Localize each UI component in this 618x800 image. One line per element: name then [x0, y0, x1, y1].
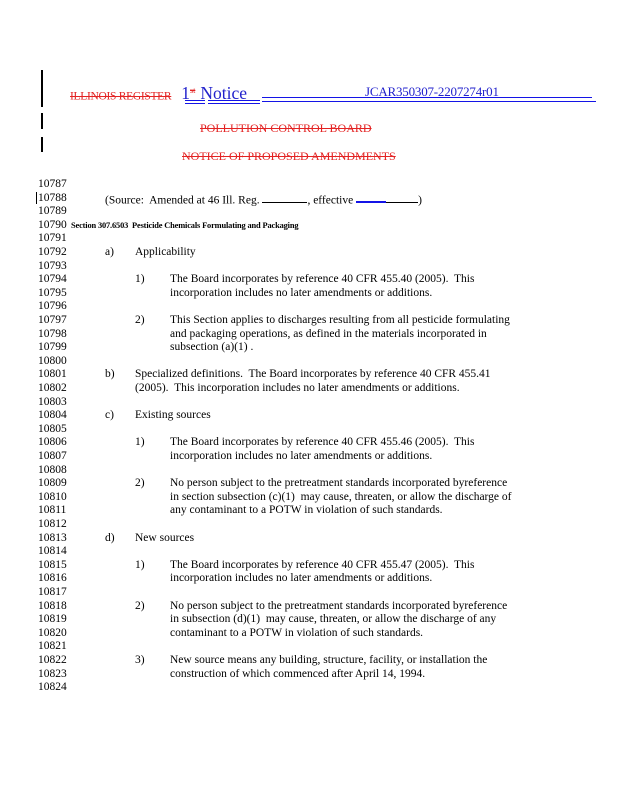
- section-heading: Section 307.6503 Pesticide Chemicals Formulating and Packaging: [71, 220, 299, 230]
- line-row: [0, 396, 618, 410]
- subsection-label: c): [105, 409, 114, 422]
- item-label: 2): [135, 314, 145, 326]
- line-text: Applicability: [135, 246, 196, 258]
- line-row: [0, 355, 618, 369]
- header-rule: [262, 97, 592, 98]
- line-number: 10798: [38, 327, 67, 340]
- line-text: The Board incorporates by reference 40 CFR 455.47 (2005). This: [170, 558, 475, 571]
- line-text: incorporation includes no later amendments or additions.: [170, 286, 433, 299]
- line-number: 10817: [38, 586, 67, 598]
- line-row: [0, 627, 618, 641]
- insertion-underline: [185, 100, 205, 104]
- line-row: [0, 300, 618, 314]
- line-text: in section subsection (c)(1) may cause, threaten, or allow the discharge of: [170, 490, 512, 503]
- item-label: 2): [135, 477, 145, 490]
- line-number: 10821: [38, 640, 67, 653]
- line-row: [0, 532, 618, 546]
- line-row: [0, 613, 618, 627]
- line-number: 10799: [38, 341, 67, 354]
- line-row: [0, 504, 618, 518]
- line-number: 10818: [38, 599, 67, 612]
- item-label: 1): [135, 436, 145, 449]
- item-label: 3): [135, 654, 145, 666]
- line-number: 10797: [38, 314, 67, 326]
- line-text: This Section applies to discharges resulting from all pesticide formulating: [170, 314, 510, 326]
- jcar-code: JCAR350307-2207274r01: [365, 84, 499, 99]
- line-row: [0, 178, 618, 192]
- line-number: 10790: [38, 218, 67, 231]
- notice-ordinal: st: [190, 86, 196, 95]
- blank-line-black: [262, 193, 307, 204]
- line-row: [0, 491, 618, 505]
- line-row: [0, 219, 618, 233]
- document-body: [0, 178, 618, 798]
- line-text: and packaging operations, as defined in the materials incorporated in: [170, 327, 487, 340]
- item-label: 2): [135, 599, 145, 612]
- line-text: New sources: [135, 531, 195, 544]
- line-row: [0, 314, 618, 328]
- insertion-underline: [208, 100, 260, 104]
- line-row: [0, 559, 618, 573]
- line-text: subsection (a)(1) .: [170, 341, 254, 354]
- line-number: 10808: [38, 463, 67, 476]
- line-text: contaminant to a POTW in violation of such standards.: [170, 626, 424, 639]
- line-number: 10791: [38, 232, 67, 245]
- line-row: [0, 572, 618, 586]
- line-row: [0, 640, 618, 654]
- line-number: 10822: [38, 654, 67, 666]
- line-row: [0, 232, 618, 246]
- register-title: ILLINOIS REGISTER: [70, 90, 172, 103]
- notice-word: Notice: [200, 83, 248, 104]
- line-number: 10806: [38, 436, 67, 449]
- line-row: [0, 328, 618, 342]
- line-number: 10792: [38, 246, 67, 258]
- line-row: [0, 260, 618, 274]
- subsection-label: a): [105, 246, 114, 258]
- line-number: 10815: [38, 558, 67, 571]
- line-row: [0, 681, 618, 695]
- line-text: The Board incorporates by reference 40 CFR 455.40 (2005). This: [170, 273, 475, 286]
- line-text: Existing sources: [135, 409, 211, 422]
- line-text: incorporation includes no later amendments or additions.: [170, 572, 433, 585]
- line-text: The Board incorporates by reference 40 CFR 455.46 (2005). This: [170, 436, 475, 449]
- change-bar: [41, 113, 43, 129]
- change-bar: [41, 137, 43, 152]
- line-text: construction of which commenced after April 14, 1994.: [170, 667, 426, 680]
- line-number: 10819: [38, 613, 67, 626]
- line-number: 10809: [38, 477, 67, 490]
- board-title: POLLUTION CONTROL BOARD: [200, 121, 372, 135]
- line-row: [0, 654, 618, 668]
- line-number: 10811: [38, 504, 67, 517]
- line-row: [0, 600, 618, 614]
- line-row: [0, 464, 618, 478]
- source-text: (Source: Amended at 46 Ill. Reg.: [105, 194, 263, 207]
- line-number: 10804: [38, 409, 67, 422]
- blank-line-blue: [356, 192, 386, 204]
- subsection-label: d): [105, 531, 115, 544]
- line-number: 10800: [38, 354, 67, 367]
- line-row: [0, 545, 618, 559]
- line-row: [0, 518, 618, 532]
- line-row: [0, 246, 618, 260]
- line-number: 10803: [38, 395, 67, 408]
- line-row: [0, 205, 618, 219]
- source-text: , effective: [307, 194, 357, 207]
- line-number: 10810: [38, 490, 67, 503]
- line-number: 10823: [38, 667, 67, 680]
- line-text: any contaminant to a POTW in violation of such standards.: [170, 504, 443, 517]
- line-row: [0, 192, 618, 206]
- line-number: 10793: [38, 259, 67, 272]
- line-number: 10812: [38, 518, 67, 530]
- line-number: 10796: [38, 300, 67, 313]
- notice-number: 1: [181, 83, 191, 104]
- line-row: [0, 668, 618, 682]
- line-row: [0, 341, 618, 355]
- line-number: 10801: [38, 368, 67, 381]
- line-number: 10813: [38, 531, 67, 544]
- line-text: in subsection (d)(1) may cause, threaten, or allow the discharge of any: [170, 613, 497, 626]
- line-number: 10787: [38, 178, 67, 190]
- blank-line-black: [386, 193, 418, 204]
- notice-title: NOTICE OF PROPOSED AMENDMENTS: [182, 149, 396, 163]
- line-row: [0, 450, 618, 464]
- line-number: 10794: [38, 273, 67, 286]
- line-row: [0, 477, 618, 491]
- source-text: ): [418, 194, 422, 207]
- line-number: 10807: [38, 450, 67, 462]
- line-text: incorporation includes no later amendments or additions.: [170, 450, 433, 462]
- line-text: (2005). This incorporation includes no later amendments or additions.: [135, 382, 460, 394]
- line-row: [0, 436, 618, 450]
- line-text: No person subject to the pretreatment standards incorporated byreference: [170, 477, 508, 490]
- line-number: 10824: [38, 681, 67, 694]
- line-text: No person subject to the pretreatment standards incorporated byreference: [170, 599, 508, 612]
- line-text: New source means any building, structure, facility, or installation the: [170, 654, 488, 666]
- line-number: 10788: [38, 191, 67, 204]
- line-text: Specialized definitions. The Board incorporates by reference 40 CFR 455.41: [135, 368, 491, 381]
- line-row: [0, 273, 618, 287]
- line-row: [0, 368, 618, 382]
- line-number: 10802: [38, 382, 67, 394]
- item-label: 1): [135, 273, 145, 286]
- header-rule: [262, 101, 596, 102]
- item-label: 1): [135, 558, 145, 571]
- line-number: 10820: [38, 626, 67, 639]
- change-bar: [36, 192, 38, 204]
- line-number: 10805: [38, 422, 67, 435]
- line-row: [0, 409, 618, 423]
- line-number: 10789: [38, 205, 67, 218]
- line-row: [0, 382, 618, 396]
- line-row: [0, 586, 618, 600]
- line-number: 10816: [38, 572, 67, 585]
- subsection-label: b): [105, 368, 115, 381]
- line-number: 10795: [38, 286, 67, 299]
- line-row: [0, 287, 618, 301]
- change-bar: [41, 70, 43, 107]
- line-row: [0, 423, 618, 437]
- line-number: 10814: [38, 545, 67, 558]
